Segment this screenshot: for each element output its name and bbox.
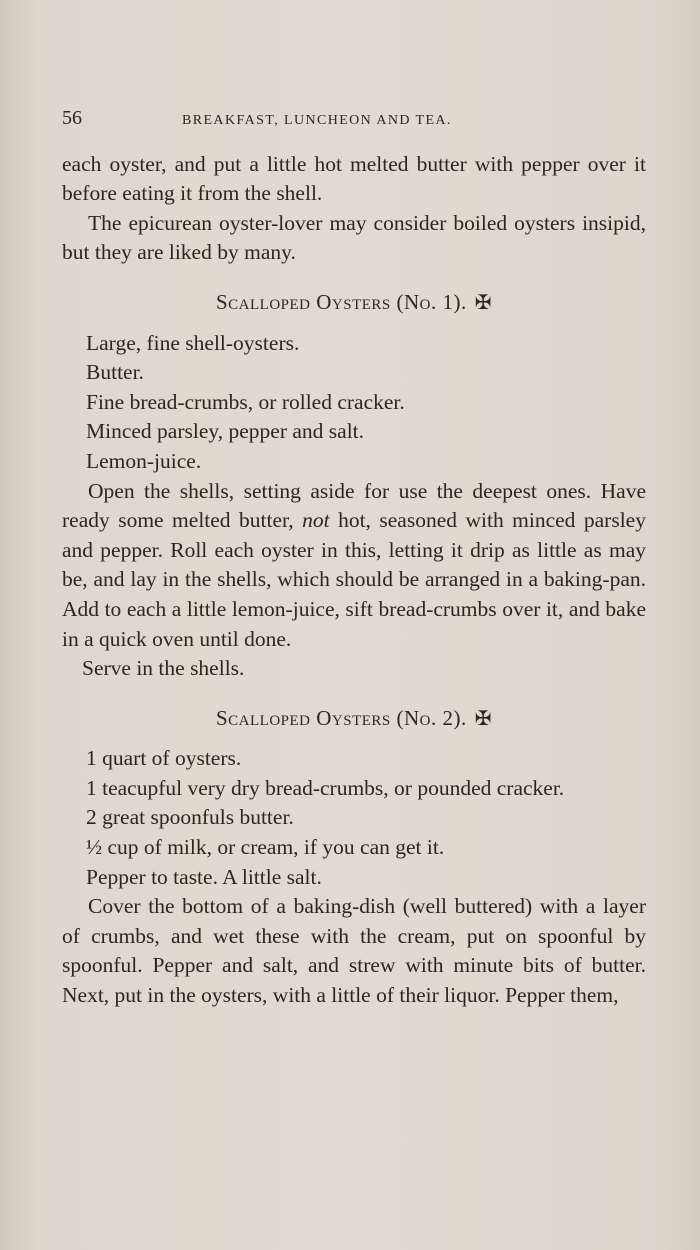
ingredient-line: Large, fine shell-oysters. bbox=[86, 330, 300, 355]
ingredient-line: 1 quart of oysters. bbox=[86, 746, 242, 771]
recipe-1-method bbox=[62, 477, 646, 655]
ingredient-line: 2 great spoonfuls butter. bbox=[86, 805, 294, 830]
emphasis-text: not bbox=[302, 508, 330, 533]
intro-paragraph-1: each oyster, and put a little hot melted butter with pepper over it before eating it from the shell. bbox=[62, 151, 646, 206]
recipe-1-serve: Serve in the shells. bbox=[82, 656, 245, 681]
page-number: 56 bbox=[62, 107, 82, 129]
ingredient-line: Fine bread-crumbs, or rolled cracker. bbox=[86, 389, 405, 414]
ingredient-line: ½ cup of milk, or cream, if you can get it. bbox=[86, 835, 445, 860]
intro-paragraph-2: The epicurean oyster-lover may consider boiled oysters insipid, but they are liked by many. bbox=[62, 210, 646, 265]
cross-mark-icon: ✠ bbox=[474, 707, 493, 730]
recipe-2-title: Scalloped Oysters (No. 2). bbox=[215, 705, 467, 730]
running-header bbox=[62, 104, 646, 136]
page-text bbox=[62, 104, 646, 1011]
ingredient-line: Butter. bbox=[86, 360, 144, 385]
ingredient-line: Lemon-juice. bbox=[86, 448, 202, 473]
method-text-continued: hot, seasoned with minced parsley and pepper. Roll each oyster in this, letting it drip as little as may be, and lay in the shells, which should be arranged in a baking-pan. Add to each a little lemon-juice, sift bread-crumbs over it, and bake in a quick oven until done. bbox=[62, 508, 646, 651]
cross-mark-icon: ✠ bbox=[474, 291, 493, 314]
ingredient-line: 1 teacupful very dry bread-crumbs, or pounded cracker. bbox=[86, 775, 565, 800]
recipe-1-heading bbox=[62, 288, 646, 319]
ingredient-line: Minced parsley, pepper and salt. bbox=[86, 419, 365, 444]
running-title: BREAKFAST, LUNCHEON AND TEA. bbox=[182, 113, 452, 128]
recipe-2-heading bbox=[62, 704, 646, 735]
recipe-2-method: Cover the bottom of a baking-dish (well buttered) with a layer of crumbs, and wet these with the cream, put on spoonful by spoonful. Pepper and salt, and strew with minute bits of butter. Next, put in the oysters, with a little of their liquor. Pepper them, bbox=[62, 894, 646, 1008]
recipe-1-title: Scalloped Oysters (No. 1). bbox=[215, 289, 467, 314]
ingredient-line: Pepper to taste. A little salt. bbox=[86, 864, 322, 889]
method-text: Open the shells, setting aside for use the deepest ones. Have ready some melted butter, bbox=[62, 478, 646, 533]
